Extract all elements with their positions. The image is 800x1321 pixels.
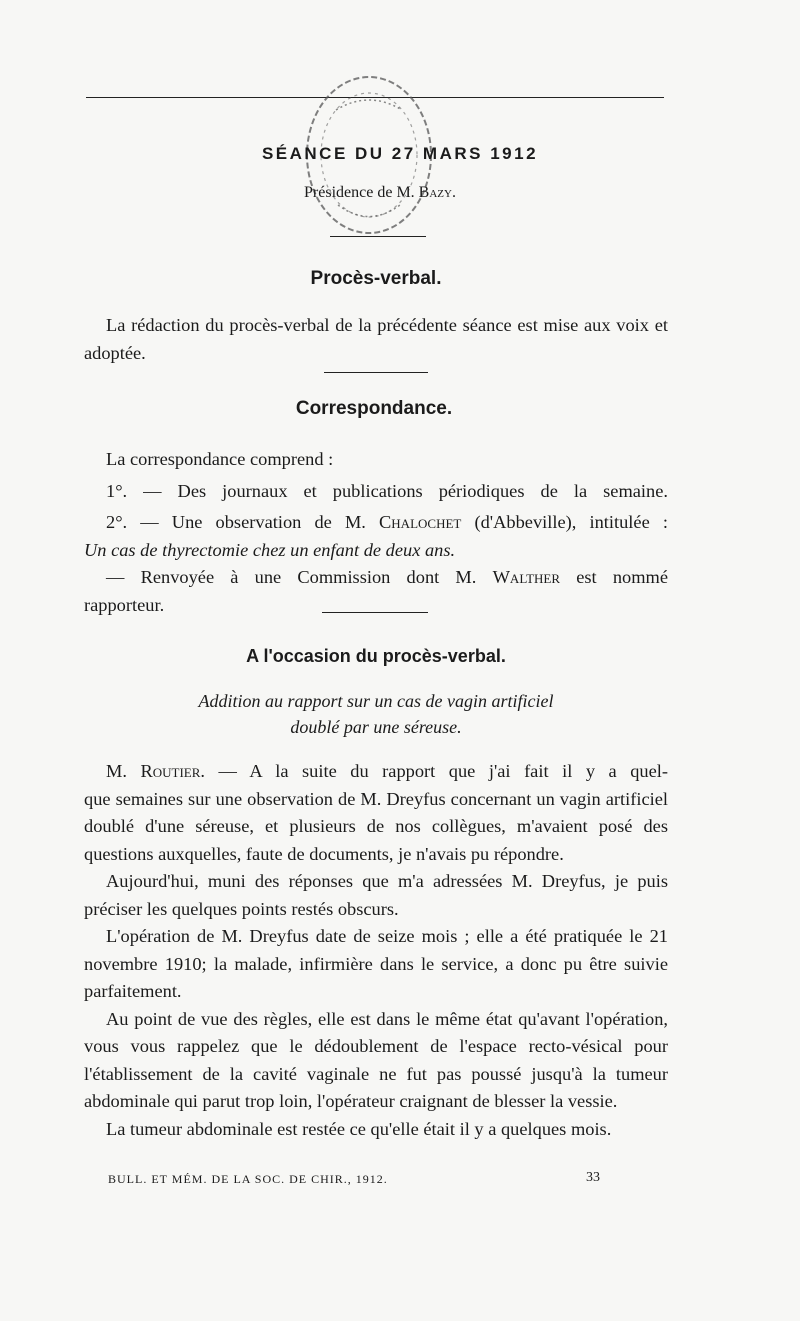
- presidency-line: [0, 184, 760, 202]
- occasion-body: [84, 758, 668, 1143]
- page-number: 33: [586, 1170, 600, 1185]
- title-rule: [330, 236, 426, 237]
- item2-rapporteur: Walther: [492, 567, 561, 587]
- section-heading-proces-verbal: Procès-verbal.: [310, 268, 442, 289]
- occasion-subtitle: [84, 688, 668, 740]
- subtitle-line-1: Addition au rapport sur un cas de vagin artificiel: [198, 691, 554, 711]
- correspondance-block: [84, 446, 668, 619]
- section-heading-correspondance: Correspondance.: [295, 398, 453, 419]
- correspondance-item-1: 1°. — Des journaux et publications périodiques de la semaine.: [106, 480, 668, 501]
- routier-paragraph-3: L'opération de M. Dreyfus date de seize mois ; elle a été pratiquée le 21 novembre 1910; la malade, infirmière dans le service, a donc pu être suivie parfaitement.: [84, 926, 668, 1001]
- section-heading-occasion: A l'occasion du procès-verbal.: [246, 646, 506, 666]
- footer-journal: BULL. ET MÉM. DE LA SOC. DE CHIR., 1912.: [108, 1172, 388, 1186]
- item2-dash: — Renvoyée à une Commission dont M.: [106, 567, 477, 587]
- routier-first-text: — A la suite du rapport que j'ai fait il y a quel-: [218, 761, 669, 781]
- routier-paragraph-5: La tumeur abdominale est restée ce qu'elle était il y a quelques mois.: [106, 1118, 612, 1139]
- item2-suffix: (d'Abbeville), intitulée :: [474, 512, 668, 532]
- proces-verbal-text: La rédaction du procès-verbal de la précédente séance est mise aux voix et adoptée.: [84, 315, 668, 363]
- routier-paragraph-1: que semaines sur une observation de M. Dreyfus concernant un vagin artificiel doublé d'une séreuse, et plusieurs de nos collègues, m'avaient posé des questions auxquelles, faute de documents, je n'avais pu répondre.: [84, 788, 668, 864]
- item2-end-b: rapporteur.: [84, 594, 165, 615]
- section-rule-2: [322, 612, 428, 613]
- item2-title: Un cas de thyrectomie chez un enfant de deux ans.: [84, 539, 456, 560]
- correspondance-item-2-line: [84, 509, 668, 537]
- president-name: Bazy.: [418, 184, 456, 201]
- section-rule-1: [324, 372, 428, 373]
- routier-paragraph-2: Aujourd'hui, muni des réponses que m'a adressées M. Dreyfus, je puis préciser les quelques points restés obscurs.: [84, 871, 668, 919]
- speaker-name: M. Routier.: [106, 761, 205, 781]
- presidency-prefix: Présidence de M.: [304, 184, 415, 201]
- item2-referral-line: [84, 564, 668, 592]
- item2-prefix: 2°. — Une observation de M.: [106, 512, 366, 532]
- item2-author: Chalochet: [379, 512, 462, 532]
- paragraph-proces-verbal: [84, 312, 668, 367]
- subtitle-line-2: doublé par une séreuse.: [290, 717, 462, 737]
- session-title: SÉANCE DU 27 MARS 1912: [261, 144, 539, 163]
- item2-end-a: est nommé: [576, 567, 668, 587]
- routier-first-line: [84, 758, 668, 786]
- routier-paragraph-4: Au point de vue des règles, elle est dans le même état qu'avant l'opération, vous vous rappelez que le dédoublement de l'espace recto-vésical pour l'établissement de la cavité vaginale ne fut pas poussé jusqu'à la tumeur abdominale qui parut trop loin, l'opérateur craignant de blesser la vessie.: [84, 1008, 668, 1111]
- correspondance-intro: La correspondance comprend :: [106, 449, 334, 469]
